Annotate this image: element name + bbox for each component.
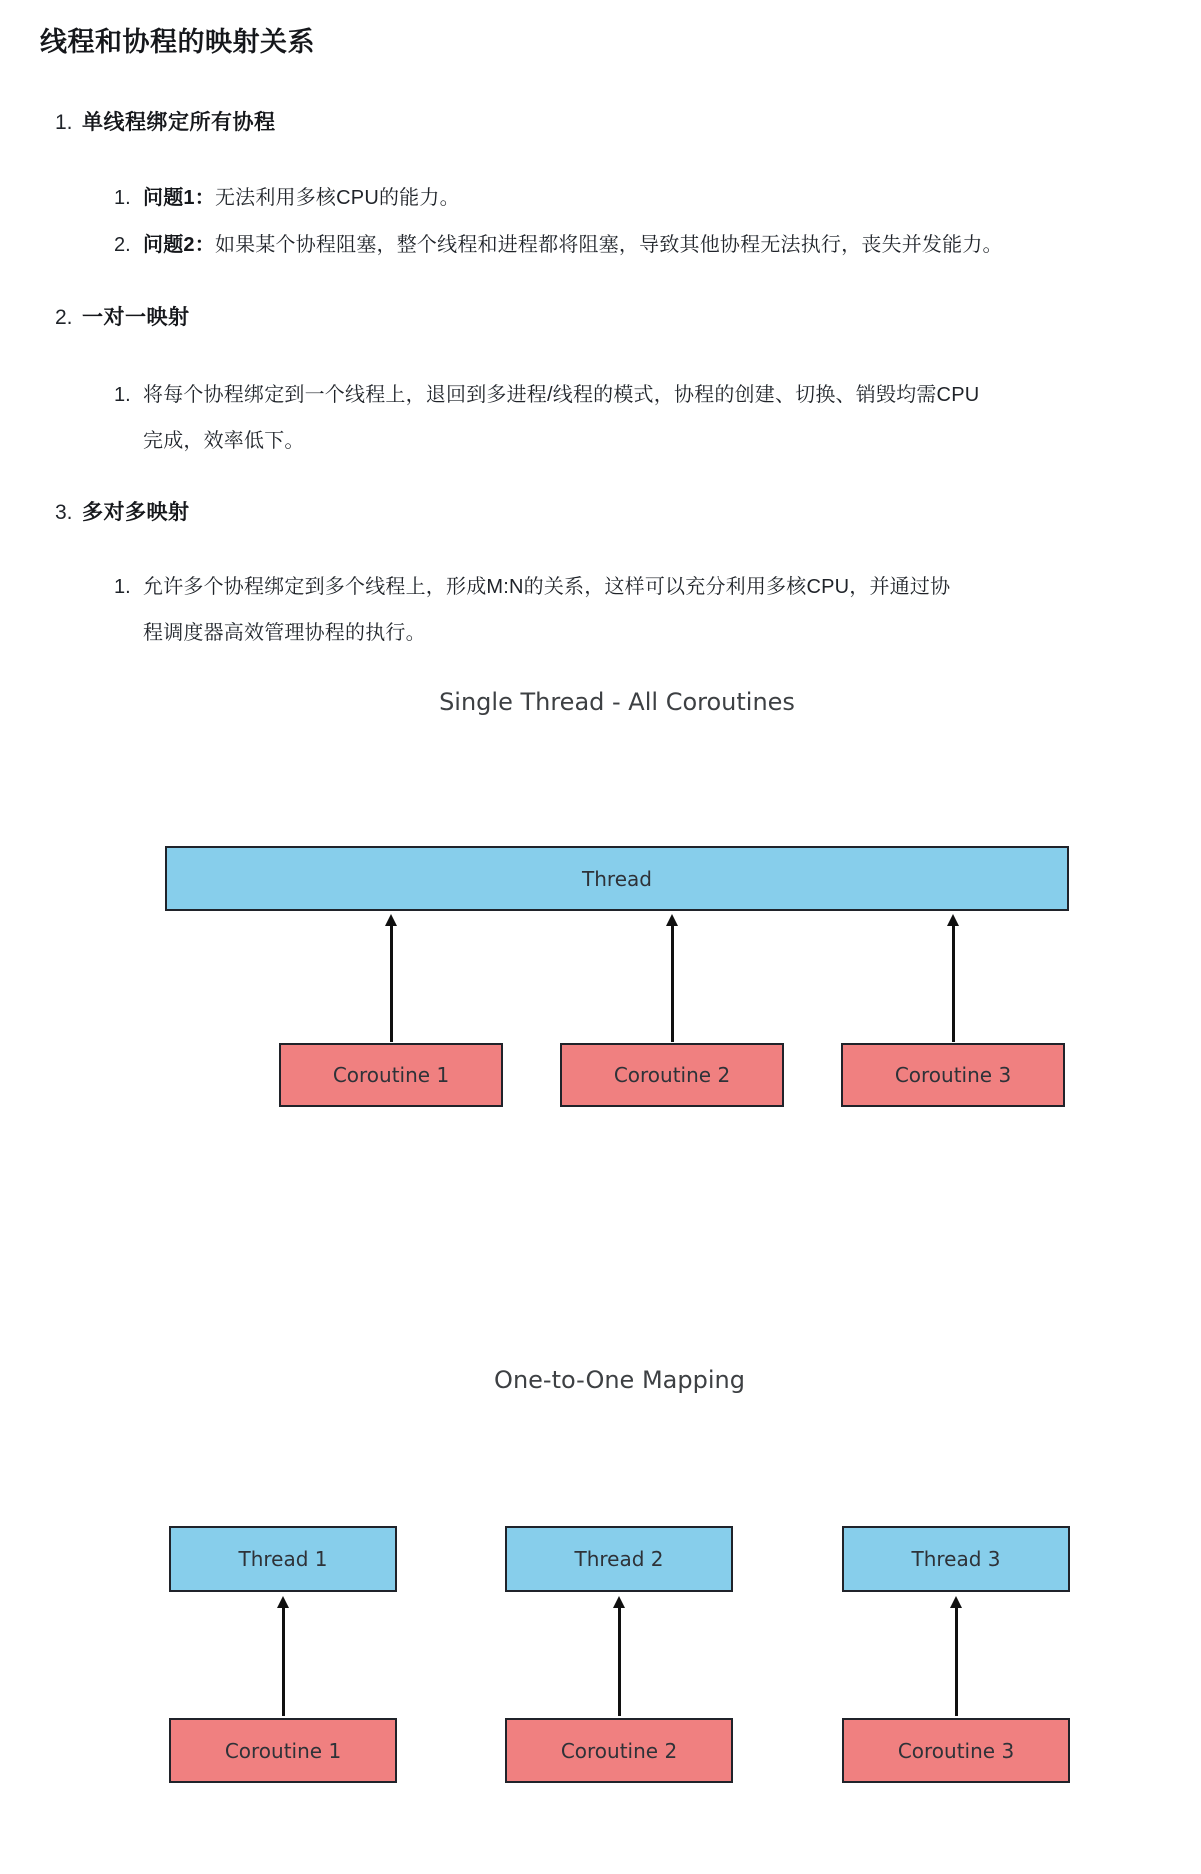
figure1-thread-box [165, 846, 1069, 911]
figure1-coroutine3-box [841, 1043, 1065, 1107]
list-item-1-sub-2 [0, 222, 1201, 268]
arrow-head-icon [613, 1596, 625, 1608]
arrow-shaft [671, 926, 674, 1042]
list-item-2-sub-1-marker: 1. [114, 384, 131, 406]
figure2-coroutine3-box [842, 1718, 1070, 1783]
arrow-head-icon [277, 1596, 289, 1608]
figure2-coroutine2-label: Coroutine 2 [560, 1738, 678, 1763]
figure1-coroutine1-label: Coroutine 1 [332, 1063, 450, 1087]
list-item-2 [0, 303, 1201, 333]
problem-1-body: 无法利用多核CPU的能力。 [214, 187, 460, 209]
list-item-1-sub-1-text [143, 175, 1043, 221]
list-item-1-sub-1-marker: 1. [114, 187, 131, 209]
list-item-1-sub-2-text [143, 222, 1043, 268]
figure1-coroutine3-label: Coroutine 3 [894, 1063, 1012, 1087]
figure2-thread1-box [169, 1526, 397, 1592]
list-item-3-sub-1-marker: 1. [114, 576, 131, 598]
list-item-1-sub-2-marker: 2. [114, 234, 131, 256]
arrow-shaft [390, 926, 393, 1042]
problem-2-label: 问题2： [143, 234, 215, 256]
figure2-coroutine1-label: Coroutine 1 [224, 1738, 342, 1763]
list-item-2-marker: 2. [55, 306, 73, 329]
figure2-thread2-label: Thread 2 [574, 1547, 664, 1571]
figure1-arrow-coroutine3-to-thread [946, 914, 960, 1042]
arrow-shaft [952, 926, 955, 1042]
figure1-coroutine2-box [560, 1043, 784, 1107]
list-item-1 [0, 108, 1201, 138]
list-item-3 [0, 498, 1201, 528]
arrow-head-icon [947, 914, 959, 926]
page-title: 线程和协程的映射关系 [40, 27, 315, 57]
figure1-arrow-coroutine1-to-thread [384, 914, 398, 1042]
list-item-2-sub-1-text: 将每个协程绑定到一个线程上，退回到多进程/线程的模式，协程的创建、切换、销毁均需CPU完成，效率低下。 [143, 384, 980, 452]
list-item-2-title: 一对一映射 [82, 306, 190, 329]
list-item-1-marker: 1. [55, 111, 73, 134]
problem-2-body: 如果某个协程阻塞，整个线程和进程都将阻塞，导致其他协程无法执行，丧失并发能力。 [214, 234, 1003, 256]
figure1-coroutine1-box [279, 1043, 503, 1107]
list-item-3-title: 多对多映射 [82, 501, 190, 524]
figure2-coroutine1-box [169, 1718, 397, 1783]
figure2-title: One-to-One Mapping [494, 1366, 745, 1394]
list-item-2-sub-1 [0, 372, 1201, 464]
figure1-title: Single Thread - All Coroutines [439, 688, 795, 716]
list-item-3-sub-1-text: 允许多个协程绑定到多个线程上，形成M:N的关系，这样可以充分利用多核CPU，并通过协程调度器高效管理协程的执行。 [143, 576, 951, 644]
figure1-arrow-coroutine2-to-thread [665, 914, 679, 1042]
arrow-head-icon [385, 914, 397, 926]
figure2-thread3-label: Thread 3 [911, 1547, 1001, 1571]
figure1-thread-label: Thread [582, 866, 652, 891]
figure2-thread2-box [505, 1526, 733, 1592]
problem-1-label: 问题1： [143, 187, 215, 209]
figure2-coroutine2-box [505, 1718, 733, 1783]
figure1-coroutine2-label: Coroutine 2 [613, 1063, 731, 1087]
arrow-head-icon [666, 914, 678, 926]
arrow-shaft [955, 1608, 958, 1716]
figure2-arrow-coroutine2-to-thread2 [612, 1596, 626, 1716]
arrow-head-icon [950, 1596, 962, 1608]
list-item-1-title: 单线程绑定所有协程 [82, 111, 276, 134]
figure2-thread3-box [842, 1526, 1070, 1592]
arrow-shaft [282, 1608, 285, 1716]
list-item-3-sub-1 [0, 564, 1201, 656]
figure2-arrow-coroutine3-to-thread3 [949, 1596, 963, 1716]
arrow-shaft [618, 1608, 621, 1716]
figure2-arrow-coroutine1-to-thread1 [276, 1596, 290, 1716]
list-item-3-marker: 3. [55, 501, 73, 524]
list-item-1-sub-1 [0, 175, 1201, 221]
figure2-thread1-label: Thread 1 [238, 1547, 328, 1571]
figure2-coroutine3-label: Coroutine 3 [897, 1738, 1015, 1763]
